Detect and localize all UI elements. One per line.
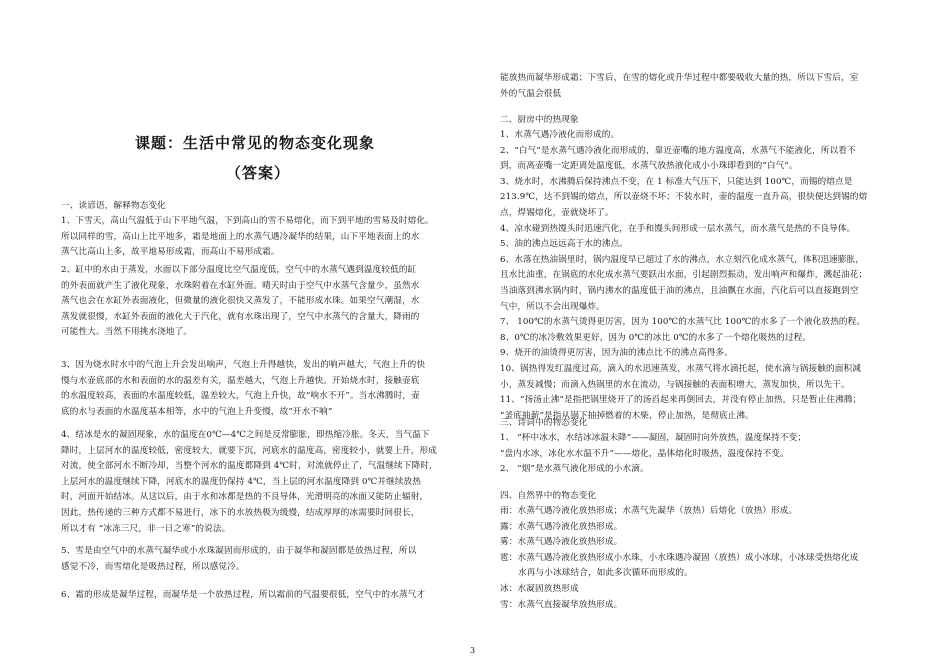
paragraph-4: 4、结冰是水的凝固现象，水的温度在0℃—4℃之间是反常膨胀，即热缩冷胀。冬天，当气温下 降时，上层河水的温度较低，密度较大，就要下沉，河底水的温度高，密度较小，就要上升，形成 对流，使全部河水不断冷却，当整个河水的温度都降到 4℃时，对流就停止了，气温继续下降时， 上层河水的温度继续下降，河底水的温度仍保持 4℃，当上层的河水温度降到 0℃并继续放热 时，河面开始结冰。从这以后，由于水和冰都是热的不良导体，光滑明亮的冰面又能防止辐射， 因此，热传递的三种方式都不易进行，冰下的水放热极为缓慢，结成厚厚的冰需要时间很长， 所以才有 “冰冻三尺，非一日之寒”的说法。 [61, 430, 438, 534]
kitchen-list: 1、水蒸气遇冷液化而形成的。 2、“白气”是水蒸气遇冷液化而形成的，靠近壶嘴的地方温度高，水蒸气不能液化，所以看不 到，而离壶嘴一定距离处温度低，水蒸气放热液化成小小珠即看到的“白气”。 3、烧水时，水沸腾后保持沸点不变，在 1 标准大气压下，只能达到 100℃，而锡的熔点是 213.9℃，达不到锡的熔点，所以壶烧不坏；不装水时，壶的温度一直升高，很快便达到锡的熔 点，焊锡熔化，壶就烧坏了。 4、凉水碰到热馒头时迅速汽化，在手和馒头间形成一层水蒸气，而水蒸气是热的不良导体。 5、油的沸点远远高于水的沸点。 6、水落在热油锅里时，锅内温度早已超过了水的沸点，水立刻汽化成水蒸气，体积迅速膨胀， 且水比油重，在锅底的水化成水蒸气要跃出水面，引起剧烈振动，发出响声和爆炸，溅起油花； 当油落到沸水锅内时，锅内沸水的温度低于油的沸点，且油飘在水面，汽化后可以直接跑到空 气中，所以不会出现爆炸。 7、 100℃的水蒸气烫得更厉害，因为 100℃的水蒸气比 100℃的水多了一个液化放热的程。 8、0℃的冰冷敷效果更好，因为 0℃的冰比 0℃的水多了一个熔化吸热的过程。 9、烧开的油烫得更厉害，因为油的沸点比不的沸点高得多。 10、锅热得发红温度过高，滴入的水迅速蒸发，水蒸气将水滴托起，使水滴与锅接触的面积减 小，蒸发减慢；而滴入热锅里的水在流动，与锅接触的表面积增大，蒸发加快，所以先干。 11、“扬汤止沸”是指把锅里烧开了的汤舀起来再倒回去，并没有停止加热，只是暂止住沸腾； “釜底抽薪”是指从锅下抽掉燃着的木柴，停止加热，是彻底止沸。 [500, 130, 868, 421]
document-title: 课题：生活中常见的物态变化现象 [135, 134, 376, 152]
paragraph-6-continued: 能放热而凝华形成霜；下雪后，在雪的熔化或升华过程中都要吸收大量的热，所以下雪后，室 外的气温会很低 [500, 73, 859, 99]
paragraph-2: 2、缸中的水由于蒸发，水面以下部分温度比空气温度低，空气中的水蒸气遇到温度较低的缸 的外表面就产生了液化现象，水珠附着在水缸外面。晴天时由于空气中水蒸气含量少，虽然水 蒸气也会在水缸外表面液化，但微量的液化很快又蒸发了，不能形成水珠。如果空气潮湿，水 蒸发就很慢，水缸外表面的液化大于汽化，就有水珠出现了，空气中水蒸气的含量大，降雨的 可能性大。当然不用挑水浇地了。 [61, 265, 420, 338]
nature-list: 雨：水蒸气遇冷液化放热形成；水蒸气先凝华（放热）后熔化（放热）形成。 露：水蒸气遇冷液化放热形成。 雾：水蒸气遇冷液化放热形成。 雹：水蒸气遇冷液化放热形成小水珠，小水珠遇冷凝固（放热）成小冰球，小冰球受热熔化成 水再与小冰球结合，如此多次循环而形成的。 冰：水凝固放热形成 雪：水蒸气直接凝华放热形成。 [500, 506, 859, 610]
paragraph-5: 5、雪是由空气中的水蒸气凝华或小水珠凝固而形成的，由于凝华和凝固都是放热过程，所以 感觉不冷，而雪熔化是吸热过程，所以感觉冷。 [61, 546, 417, 572]
paragraph-3: 3、因为烧水时水中的气泡上升会发出响声，气泡上升得越快，发出的响声越大，气泡上升的快 慢与水壶底部的水和表面的水的温差有关，温差越大，气泡上升越快。开始烧水时，接触壶底 的水温度较高，表面的水温度较低，温差较大，气泡上升快，故“响水不开”。当水沸腾时，壶 底的水与表面的水温度基本相等，水中的气泡上升变慢，故“开水不响” [61, 360, 426, 417]
section-heading: 一、读谚语，解释物态变化 [61, 201, 166, 211]
document-subtitle: （答案） [226, 164, 291, 182]
paragraph-6: 6、霜的形成是凝华过程，而凝华是一个放热过程，所以霜前的气温要很低，空气中的水蒸气才 [61, 590, 426, 600]
section-heading: 四、自然界中的物态变化 [500, 491, 597, 501]
section-heading: 二、厨房中的热现象 [500, 115, 579, 125]
section-heading: 三、诗词中的物态变化 [500, 418, 588, 428]
paragraph-1: 1、下雪天，高山气温低于山下平地气温，下到高山的雪不易熔化，而下到平地的雪易及时熔化。 所以同样的雪，高山上比平地多，霜是地面上的水蒸气遇冷凝华的结果，山下平地表面上的水 蒸气比高山上多，故平地易形成霜，而高山不易形成霜。 [61, 216, 434, 258]
page-number: 3 [470, 646, 476, 655]
poetry-list: 1、 “杯中冰水，水结冰冰温未降”——凝固，凝固时向外放热，温度保持不变； “盘内水冰，冰化水水温不升”——熔化，晶体熔化时吸热，温度保持不变。 2、 “烟”是水蒸气液化形成的小水滴。 [500, 433, 807, 475]
